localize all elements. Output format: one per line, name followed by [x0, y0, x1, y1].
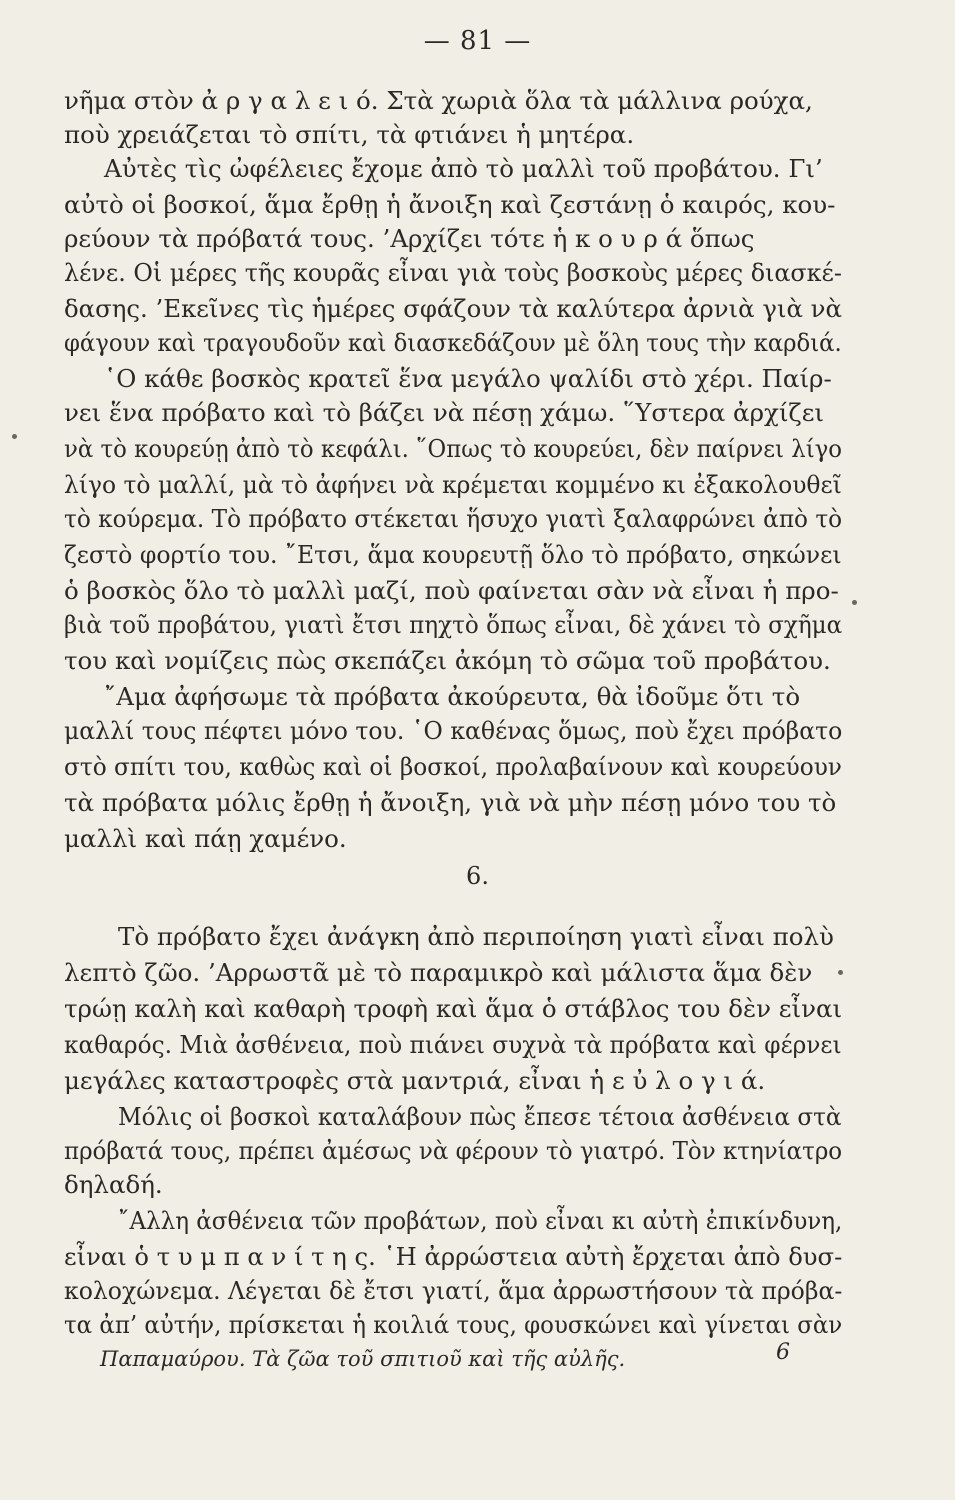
- text-line: ρεύουν τὰ πρόβατά τους. ’Αρχίζει τότε ἡ κ ο υ ρ ά ὅπως: [64, 224, 755, 253]
- text-line: ῾Ο κάθε βοσκὸς κρατεῖ ἕνα μεγάλο ψαλίδι στὸ χέρι. Παίρ-: [104, 364, 832, 393]
- text-line: Μόλις οἱ βοσκοὶ καταλάβουν πὼς ἔπεσε τέτοια ἀσθένεια στὰ: [118, 1102, 842, 1131]
- text-line: κολοχώνεμα. Λέγεται δὲ ἔτσι γιατί, ἅμα ἀρρωστήσουν τὰ πρόβα-: [64, 1276, 843, 1305]
- text-line: εἶναι ὁ τ υ μ π α ν ί τ η ς. ῾Η ἀρρώστεια αὐτὴ ἔρχεται ἀπὸ δυσ-: [64, 1242, 843, 1271]
- margin-dot: [12, 434, 17, 439]
- text-line: τρώῃ καλὴ καὶ καθαρὴ τροφὴ καὶ ἅμα ὁ στάβλος του δὲν εἶναι: [64, 994, 843, 1023]
- footer-citation: Παπαμαύρου. Τὰ ζῶα τοῦ σπιτιοῦ καὶ τῆς αὐλῆς.: [100, 1347, 626, 1371]
- section-number: 6.: [466, 862, 489, 890]
- margin-dot: [852, 600, 857, 605]
- text-line: μεγάλες καταστροφὲς στὰ μαντριά, εἶναι ἡ ε ὐ λ ο γ ι ά.: [64, 1066, 766, 1095]
- text-line: νὰ τὸ κουρεύῃ ἀπὸ τὸ κεφάλι. ῞Οπως τὸ κουρεύει, δὲν παίρνει λίγο: [64, 434, 842, 463]
- text-line: τὸ κούρεμα. Τὸ πρόβατο στέκεται ἥσυχο γιατὶ ξαλαφρώνει ἀπὸ τὸ: [64, 504, 843, 533]
- text-line: δασης. ’Εκεῖνες τὶς ἡμέρες σφάζουν τὰ καλύτερα ἀρνιὰ γιὰ νὰ: [64, 294, 842, 323]
- text-line: ὁ βοσκὸς ὅλο τὸ μαλλὶ μαζί, ποὺ φαίνεται σὰν νὰ εἶναι ἡ προ-: [64, 576, 839, 605]
- text-line: ῎Αλλη ἀσθένεια τῶν προβάτων, ποὺ εἶναι κι αὐτὴ ἐπικίνδυνη,: [118, 1206, 843, 1235]
- text-line: αὐτὸ οἱ βοσκοί, ἅμα ἔρθῃ ἡ ἄνοιξη καὶ ζεστάνῃ ὁ καιρός, κου-: [64, 190, 836, 219]
- page-number: — 81 —: [423, 26, 532, 56]
- text-line: τα ἀπ’ αὐτήν, πρίσκεται ἡ κοιλιά τους, φουσκώνει καὶ γίνεται σὰν: [64, 1310, 843, 1339]
- text-line: καθαρός. Μιὰ ἀσθένεια, ποὺ πιάνει συχνὰ τὰ πρόβατα καὶ φέρνει: [64, 1030, 842, 1059]
- text-line: πρόβατά τους, πρέπει ἀμέσως νὰ φέρουν τὸ γιατρό. Τὸν κτηνίατρο: [64, 1136, 843, 1165]
- text-line: μαλλὶ καὶ πάῃ χαμένο.: [64, 824, 347, 853]
- text-line: Αὐτὲς τὶς ὠφέλειες ἔχομε ἀπὸ τὸ μαλλὶ τοῦ προβάτου. Γι’: [104, 154, 823, 183]
- text-line: λεπτὸ ζῶο. ’Αρρωστᾶ μὲ τὸ παραμικρὸ καὶ μάλιστα ἅμα δὲν: [64, 958, 813, 987]
- text-line: Τὸ πρόβατο ἔχει ἀνάγκη ἀπὸ περιποίηση γιατὶ εἶναι πολὺ: [118, 922, 834, 951]
- text-line: φάγουν καὶ τραγουδοῦν καὶ διασκεδάζουν μὲ ὅλη τους τὴν καρδιά.: [64, 328, 842, 357]
- text-line: βιὰ τοῦ προβάτου, γιατὶ ἔτσι πηχτὸ ὅπως εἶναι, δὲ χάνει τὸ σχῆμα: [64, 610, 843, 639]
- text-line: στὸ σπίτι του, καθὼς καὶ οἱ βοσκοί, προλαβαίνουν καὶ κουρεύουν: [64, 752, 842, 781]
- text-line: λένε. Οἱ μέρες τῆς κουρᾶς εἶναι γιὰ τοὺς βοσκοὺς μέρες διασκέ-: [64, 258, 842, 287]
- text-line: τὰ πρόβατα μόλις ἔρθῃ ἡ ἄνοιξη, γιὰ νὰ μὴν πέσῃ μόνο του τὸ: [64, 788, 837, 817]
- text-line: λίγο τὸ μαλλί, μὰ τὸ ἀφήνει νὰ κρέμεται κομμένο κι ἐξακολουθεῖ: [64, 470, 842, 499]
- signature-mark: 6: [776, 1340, 790, 1365]
- text-line: δηλαδή.: [64, 1170, 163, 1199]
- margin-dot: [838, 970, 843, 975]
- text-line: ῎Αμα ἀφήσωμε τὰ πρόβατα ἀκούρευτα, θὰ ἰδοῦμε ὅτι τὸ: [104, 682, 801, 711]
- text-line: ζεστὸ φορτίο του. ῎Ετσι, ἅμα κουρευτῇ ὅλο τὸ πρόβατο, σηκώνει: [64, 540, 842, 569]
- text-line: μαλλί τους πέφτει μόνο του. ῾Ο καθένας ὅμως, ποὺ ἔχει πρόβατο: [64, 716, 843, 745]
- text-line: νῆμα στὸν ἀ ρ γ α λ ε ι ό. Στὰ χωριὰ ὅλα τὰ μάλλινα ρούχα,: [64, 86, 813, 115]
- text-line: νει ἕνα πρόβατο καὶ τὸ βάζει νὰ πέσῃ χάμω. ῞Υστερα ἀρχίζει: [64, 398, 825, 427]
- text-line: του καὶ νομίζεις πὼς σκεπάζει ἀκόμη τὸ σῶμα τοῦ προβάτου.: [64, 646, 831, 675]
- text-line: ποὺ χρειάζεται τὸ σπίτι, τὰ φτιάνει ἡ μητέρα.: [64, 120, 635, 149]
